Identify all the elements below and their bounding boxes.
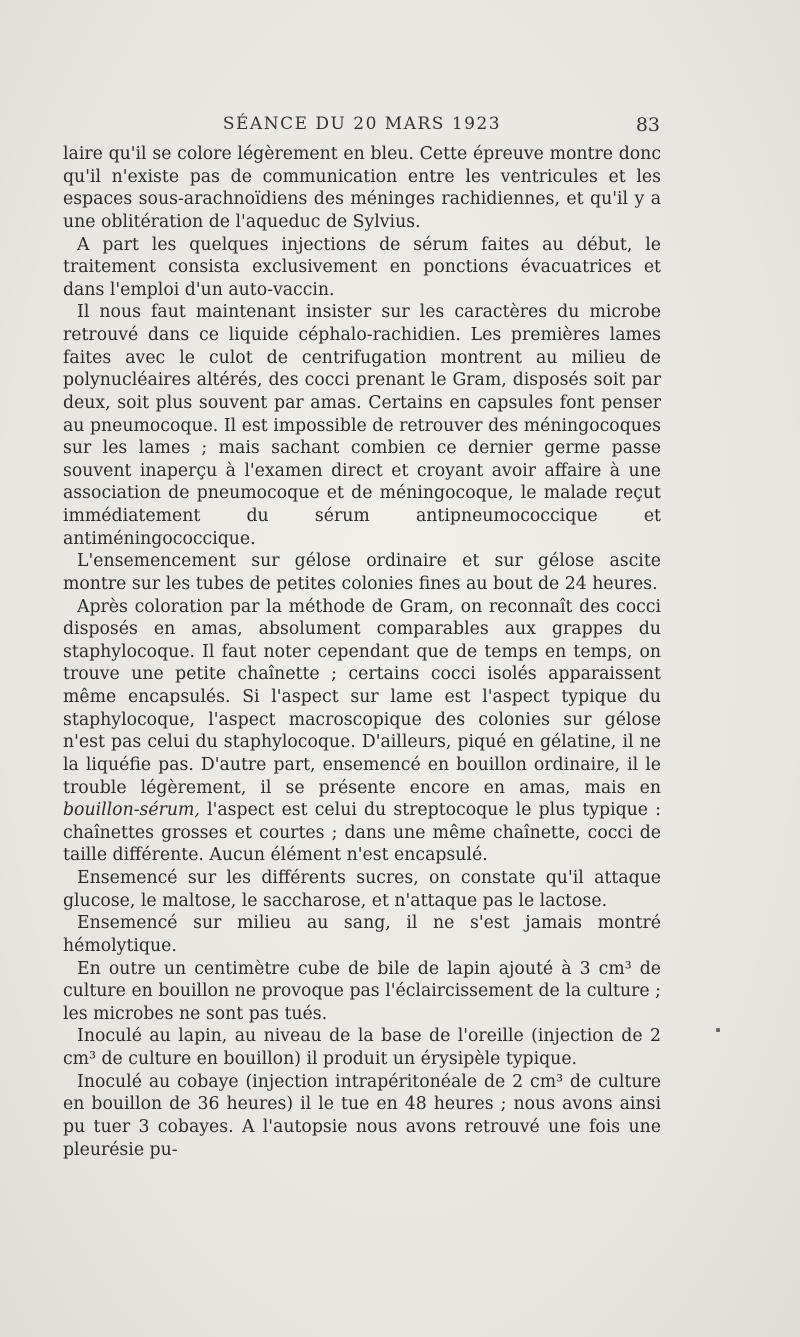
page-number: 83 (635, 114, 660, 136)
paragraph: Inoculé au cobaye (injection intrapéritonéale de 2 cm³ de culture en bouillon de 36 heures) il le tue en 48 heures ; nous avons ainsi pu tuer 3 cobayes. A l'autopsie nous avons retrouvé une fois une pleurésie pu- (63, 1071, 661, 1160)
body-text (63, 143, 661, 1161)
paragraph: Ensemencé sur milieu au sang, il ne s'est jamais montré hémolytique. (63, 913, 661, 956)
paragraph: Ensemencé sur les différents sucres, on constate qu'il attaque glucose, le maltose, le saccharose, et n'attaque pas le lactose. (63, 868, 661, 911)
paragraph: laire qu'il se colore légèrement en bleu. Cette épreuve montre donc qu'il n'existe pas de communication entre les ventricules et les espaces sous-arachnoïdiens des méninges rachidiennes, et qu'il y a une oblitération de l'aqueduc de Sylvius. (63, 144, 661, 232)
paragraph: Inoculé au lapin, au niveau de la base de l'oreille (injection de 2 cm³ de culture en bouillon) il produit un érysipèle typique. (63, 1026, 661, 1069)
running-title: SÉANCE DU 20 MARS 1923 (222, 114, 502, 134)
margin-speck (716, 1028, 720, 1032)
page-header (64, 114, 660, 142)
paragraph: En outre un centimètre cube de bile de lapin ajouté à 3 cm³ de culture en bouillon ne provoque pas l'éclaircissement de la culture ; les microbes ne sont pas tués. (63, 958, 661, 1024)
italic-term: bouillon-sérum, (63, 800, 200, 821)
paragraph-text: Après coloration par la méthode de Gram, on reconnaît des cocci disposés en amas, absolument comparables aux grappes du staphylocoque. Il faut noter cependant que de temps en temps, on trouve une petite chaînette ; certains cocci isolés apparaissent même encapsulés. Si l'aspect sur lame est l'aspect typique du staphylocoque, l'aspect macroscopique des colonies sur gélose n'est pas celui du staphylocoque. D'ailleurs, piqué en gélatine, il ne la liquéfie pas. D'autre part, ensemencé en bouillon ordinaire, il le trouble légèrement, il se présente encore en amas, mais en (63, 596, 661, 798)
paragraph-text: l'aspect est celui du streptocoque le plus typique : chaînettes grosses et courtes ; dans une même chaînette, cocci de taille différente. Aucun élément n'est encapsulé. (63, 800, 661, 866)
paragraph: A part les quelques injections de sérum faites au début, le traitement consista exclusivement en ponctions évacuatrices et dans l'emploi d'un auto-vaccin. (63, 234, 661, 300)
paragraph: Il nous faut maintenant insister sur les caractères du microbe retrouvé dans ce liquide céphalo-rachidien. Les premières lames faites avec le culot de centrifugation montrent au milieu de polynucléaires altérés, des cocci prenant le Gram, disposés soit par deux, soit plus souvent par amas. Certains en capsules font penser au pneumocoque. Il est impossible de retrouver des méningocoques sur les lames ; mais sachant combien ce dernier germe passe souvent inaperçu à l'examen direct et croyant avoir affaire à une association de pneumocoque et de méningocoque, le malade reçut immédiatement du sérum antipneumococcique et antiméningococcique. (63, 302, 661, 549)
paragraph (63, 596, 661, 868)
paragraph: L'ensemencement sur gélose ordinaire et sur gélose ascite montre sur les tubes de petites colonies fines au bout de 24 heures. (63, 551, 661, 594)
